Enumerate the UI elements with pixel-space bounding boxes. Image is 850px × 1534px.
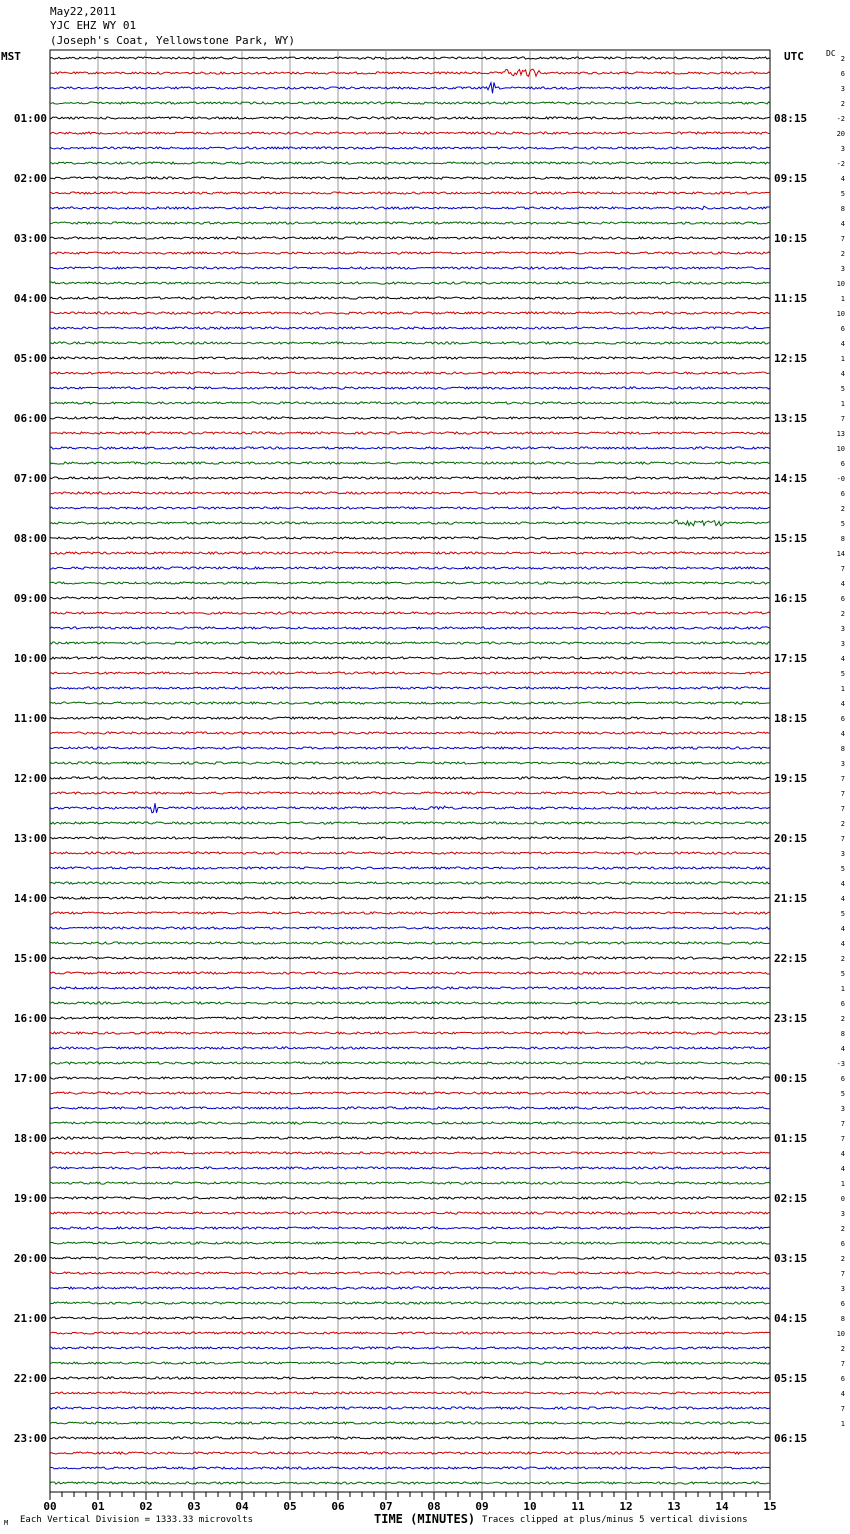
seismic-trace [50, 927, 770, 929]
seismic-trace [50, 687, 770, 689]
x-tick-label: 09 [475, 1500, 489, 1513]
seismic-trace [50, 957, 770, 959]
right-hour-label: 14:15 [774, 472, 808, 485]
seismic-trace [50, 1227, 770, 1229]
dc-offset-label: 7 [840, 1120, 845, 1128]
x-tick-label: 07 [379, 1500, 393, 1513]
right-timezone-label: UTC [784, 50, 804, 63]
x-tick-label: 01 [91, 1500, 105, 1513]
seismic-trace [50, 147, 770, 149]
seismic-trace [50, 1332, 770, 1334]
dc-offset-label: -0 [836, 475, 845, 483]
dc-offset-label: 6 [840, 595, 845, 603]
dc-offset-label: 1 [840, 355, 845, 363]
seismic-trace [50, 552, 770, 554]
seismic-trace [50, 912, 770, 914]
seismic-trace [50, 117, 770, 119]
right-hour-label: 19:15 [774, 772, 808, 785]
dc-offset-label: 7 [840, 805, 845, 813]
seismic-trace [50, 852, 770, 854]
seismic-trace [50, 597, 770, 599]
dc-offset-label: 6 [840, 490, 845, 498]
seismic-trace [50, 803, 770, 813]
x-tick-label: 08 [427, 1500, 441, 1513]
seismic-trace [50, 657, 770, 659]
right-hour-label: 00:15 [774, 1072, 808, 1085]
seismic-trace [50, 282, 770, 284]
dc-offset-label: 2 [840, 505, 845, 513]
dc-offset-label: 6 [840, 715, 845, 723]
seismic-trace [50, 897, 770, 899]
dc-offset-label: 1 [840, 400, 845, 408]
dc-offset-label: 7 [840, 1360, 845, 1368]
dc-offset-label: 2 [840, 250, 845, 258]
dc-offset-label: 3 [840, 850, 845, 858]
dc-offset-label: 4 [840, 880, 845, 888]
seismic-trace [50, 1317, 770, 1319]
left-hour-label: 22:00 [13, 1372, 47, 1385]
left-hour-label: 17:00 [13, 1072, 47, 1085]
dc-offset-label: 8 [840, 1030, 845, 1038]
station-code: YJC EHZ WY 01 [50, 19, 137, 32]
right-hour-label: 08:15 [774, 112, 808, 125]
seismic-trace [50, 1092, 770, 1094]
seismic-trace [50, 1197, 770, 1199]
seismic-trace [50, 342, 770, 344]
seismic-trace [50, 942, 770, 944]
dc-offset-label: 7 [840, 565, 845, 573]
seismic-trace [50, 520, 770, 525]
seismic-trace [50, 206, 770, 209]
left-hour-label: 20:00 [13, 1252, 47, 1265]
left-hour-label: 18:00 [13, 1132, 47, 1145]
right-hour-label: 18:15 [774, 712, 808, 725]
right-hour-label: 05:15 [774, 1372, 808, 1385]
dc-offset-label: 7 [840, 835, 845, 843]
seismic-trace [50, 627, 770, 629]
dc-offset-label: 4 [840, 700, 845, 708]
dc-offset-label: 5 [840, 190, 845, 198]
dc-offset-label: 6 [840, 1240, 845, 1248]
dc-offset-label: 3 [840, 1285, 845, 1293]
seismic-trace [50, 1392, 770, 1394]
left-hour-label: 19:00 [13, 1192, 47, 1205]
dc-offset-label: 3 [840, 265, 845, 273]
seismic-trace [50, 177, 770, 179]
right-hour-label: 03:15 [774, 1252, 808, 1265]
seismic-trace [50, 297, 770, 299]
dc-offset-label: 5 [840, 520, 845, 528]
seismic-trace [50, 102, 770, 104]
seismic-trace [50, 192, 770, 194]
seismic-trace [50, 252, 770, 254]
seismic-trace [50, 972, 770, 974]
dc-offset-label: 6 [840, 1375, 845, 1383]
dc-offset-label: 4 [840, 580, 845, 588]
dc-offset-label: 5 [840, 670, 845, 678]
seismic-trace [50, 642, 770, 644]
dc-offset-label: 3 [840, 625, 845, 633]
dc-offset-label: 6 [840, 460, 845, 468]
dc-offset-label: 10 [836, 310, 845, 318]
seismic-trace [50, 82, 770, 93]
seismic-trace [50, 462, 770, 464]
dc-offset-label: 5 [840, 865, 845, 873]
right-hour-label: 10:15 [774, 232, 808, 245]
seismic-trace [50, 1122, 770, 1124]
seismic-trace [50, 312, 770, 314]
seismic-trace [50, 1347, 770, 1349]
dc-offset-label: 4 [840, 1390, 845, 1398]
seismic-trace [50, 1002, 770, 1004]
dc-offset-label: 4 [840, 895, 845, 903]
x-tick-label: 15 [763, 1500, 777, 1513]
seismic-trace [50, 1452, 770, 1454]
x-tick-label: 00 [43, 1500, 57, 1513]
right-hour-label: 20:15 [774, 832, 808, 845]
scale-note: Each Vertical Division = 1333.33 microvolts [20, 1515, 253, 1525]
x-tick-label: 05 [283, 1500, 297, 1513]
x-tick-label: 10 [523, 1500, 537, 1513]
station-location: (Joseph's Coat, Yellowstone Park, WY) [50, 34, 296, 47]
dc-offset-label: -3 [836, 1060, 845, 1068]
seismic-trace [50, 1242, 770, 1244]
seismic-trace [50, 372, 770, 374]
left-hour-label: 09:00 [13, 592, 47, 605]
seismic-trace [50, 867, 770, 869]
right-hour-label: 11:15 [774, 292, 808, 305]
right-hour-label: 09:15 [774, 172, 808, 185]
seismic-trace [50, 132, 770, 134]
left-hour-label: 07:00 [13, 472, 47, 485]
right-hour-label: 22:15 [774, 952, 808, 965]
dc-offset-label: 6 [840, 1300, 845, 1308]
seismic-trace [50, 69, 770, 76]
seismic-trace [50, 717, 770, 719]
seismic-trace [50, 1077, 770, 1079]
seismic-trace [50, 1017, 770, 1019]
dc-offset-label: 4 [840, 940, 845, 948]
left-hour-label: 13:00 [13, 832, 47, 845]
dc-offset-label: 2 [840, 1015, 845, 1023]
seismic-trace [50, 357, 770, 359]
dc-offset-label: 4 [840, 1165, 845, 1173]
dc-offset-label: 1 [840, 1180, 845, 1188]
seismic-trace [50, 447, 770, 449]
x-tick-label: 12 [619, 1500, 633, 1513]
left-hour-label: 10:00 [13, 652, 47, 665]
left-hour-label: 14:00 [13, 892, 47, 905]
right-hour-label: 15:15 [774, 532, 808, 545]
seismic-trace [50, 1257, 770, 1259]
seismic-trace [50, 582, 770, 584]
right-hour-label: 23:15 [774, 1012, 808, 1025]
seismic-trace [50, 1212, 770, 1214]
seismic-trace [50, 1272, 770, 1274]
right-hour-label: 13:15 [774, 412, 808, 425]
plot-date: May22,2011 [50, 5, 117, 18]
dc-offset-label: 4 [840, 340, 845, 348]
seismic-trace [50, 417, 770, 419]
dc-offset-label: 8 [840, 205, 845, 213]
left-hour-label: 08:00 [13, 532, 47, 545]
dc-offset-label: 6 [840, 325, 845, 333]
dc-offset-label: 3 [840, 760, 845, 768]
dc-offset-label: 4 [840, 655, 845, 663]
seismic-trace [50, 492, 770, 494]
seismic-trace [50, 222, 770, 224]
dc-offset-label: 7 [840, 235, 845, 243]
seismic-trace [50, 1422, 770, 1424]
dc-offset-label: 20 [836, 130, 845, 138]
seismic-trace [50, 1182, 770, 1184]
seismic-trace [50, 762, 770, 764]
dc-offset-label: 14 [836, 550, 845, 558]
x-tick-label: 02 [139, 1500, 153, 1513]
dc-offset-label: 7 [840, 415, 845, 423]
dc-offset-label: 2 [840, 1345, 845, 1353]
x-axis-label: TIME (MINUTES) [374, 1512, 476, 1526]
dc-offset-label: 8 [840, 1315, 845, 1323]
seismic-trace [50, 567, 770, 569]
dc-offset-label: 6 [840, 1075, 845, 1083]
dc-offset-label: 7 [840, 1405, 845, 1413]
seismic-trace [50, 432, 770, 434]
seismic-trace [50, 477, 770, 479]
left-hour-label: 04:00 [13, 292, 47, 305]
left-hour-label: 06:00 [13, 412, 47, 425]
clip-note: Traces clipped at plus/minus 5 vertical divisions [482, 1515, 748, 1525]
seismic-trace [50, 237, 770, 239]
dc-offset-label: 1 [840, 1420, 845, 1428]
left-hour-label: 03:00 [13, 232, 47, 245]
seismic-trace [50, 1362, 770, 1364]
plot-frame [50, 50, 770, 1492]
seismic-trace [50, 822, 770, 824]
dc-offset-label: 4 [840, 175, 845, 183]
dc-offset-label: 10 [836, 280, 845, 288]
dc-offset-label: 5 [840, 385, 845, 393]
dc-offset-label: 3 [840, 145, 845, 153]
dc-offset-label: 6 [840, 70, 845, 78]
dc-offset-label: 10 [836, 1330, 845, 1338]
seismic-trace [50, 1302, 770, 1304]
seismic-trace [50, 612, 770, 614]
dc-offset-label: 3 [840, 640, 845, 648]
dc-offset-label: 4 [840, 220, 845, 228]
left-hour-label: 01:00 [13, 112, 47, 125]
dc-offset-label: 10 [836, 445, 845, 453]
left-hour-label: 11:00 [13, 712, 47, 725]
dc-offset-label: 1 [840, 685, 845, 693]
seismic-trace [50, 1377, 770, 1379]
dc-offset-label: 3 [840, 1105, 845, 1113]
dc-offset-label: 1 [840, 295, 845, 303]
seismic-trace [50, 1152, 770, 1154]
x-tick-label: 11 [571, 1500, 585, 1513]
left-hour-label: 12:00 [13, 772, 47, 785]
right-hour-label: 02:15 [774, 1192, 808, 1205]
dc-offset-label: 2 [840, 955, 845, 963]
right-hour-label: 21:15 [774, 892, 808, 905]
seismic-trace [50, 1407, 770, 1409]
dc-offset-label: 4 [840, 730, 845, 738]
seismic-trace [50, 537, 770, 539]
dc-offset-label: 3 [840, 1210, 845, 1218]
right-hour-label: 16:15 [774, 592, 808, 605]
right-hour-label: 04:15 [774, 1312, 808, 1325]
seismic-trace [50, 1062, 770, 1064]
seismic-trace [50, 1032, 770, 1034]
seismic-trace [50, 1107, 770, 1109]
dc-offset-label: 4 [840, 370, 845, 378]
dc-offset-label: 0 [840, 1195, 845, 1203]
dc-offset-label: 6 [840, 1000, 845, 1008]
right-hour-label: 12:15 [774, 352, 808, 365]
left-hour-label: 21:00 [13, 1312, 47, 1325]
seismic-trace [50, 57, 770, 59]
seismic-trace [50, 387, 770, 389]
seismic-trace [50, 1047, 770, 1049]
dc-offset-label: 7 [840, 775, 845, 783]
right-hour-label: 01:15 [774, 1132, 808, 1145]
dc-offset-label: 8 [840, 535, 845, 543]
corner-mark: M [4, 1519, 9, 1527]
seismic-trace [50, 792, 770, 794]
seismic-trace [50, 1167, 770, 1169]
dc-offset-label: 1 [840, 985, 845, 993]
seismic-trace [50, 672, 770, 674]
x-tick-label: 04 [235, 1500, 249, 1513]
seismic-trace [50, 327, 770, 329]
left-hour-label: 23:00 [13, 1432, 47, 1445]
x-tick-label: 13 [667, 1500, 681, 1513]
left-hour-label: 16:00 [13, 1012, 47, 1025]
seismic-trace [50, 1467, 770, 1469]
x-tick-label: 14 [715, 1500, 729, 1513]
dc-offset-label: 2 [840, 100, 845, 108]
dc-offset-label: 4 [840, 925, 845, 933]
seismic-trace [50, 1437, 770, 1439]
dc-offset-label: 7 [840, 790, 845, 798]
left-hour-label: 15:00 [13, 952, 47, 965]
dc-offset-label: -2 [836, 115, 845, 123]
seismic-trace [50, 747, 770, 749]
seismic-trace [50, 507, 770, 509]
dc-offset-label: 2 [840, 1225, 845, 1233]
seismic-trace [50, 162, 770, 164]
seismic-trace [50, 1137, 770, 1139]
dc-offset-label: 4 [840, 1150, 845, 1158]
left-timezone-label: MST [1, 50, 21, 63]
left-hour-label: 02:00 [13, 172, 47, 185]
dc-offset-label: 13 [836, 430, 845, 438]
seismic-trace [50, 987, 770, 989]
dc-offset-label: -2 [836, 160, 845, 168]
seismic-trace [50, 702, 770, 704]
right-hour-label: 06:15 [774, 1432, 808, 1445]
dc-offset-label: 8 [840, 745, 845, 753]
dc-offset-label: 5 [840, 970, 845, 978]
right-hour-label: 17:15 [774, 652, 808, 665]
dc-offset-label: 7 [840, 1135, 845, 1143]
dc-offset-label: 2 [840, 610, 845, 618]
dc-header: DC [826, 49, 836, 58]
seismic-trace [50, 1287, 770, 1289]
dc-offset-label: 5 [840, 910, 845, 918]
seismic-trace [50, 402, 770, 404]
dc-offset-label: 4 [840, 1045, 845, 1053]
seismic-trace [50, 1482, 770, 1484]
dc-offset-label: 2 [840, 55, 845, 63]
dc-offset-label: 2 [840, 820, 845, 828]
seismic-trace [50, 777, 770, 779]
seismic-trace [50, 267, 770, 269]
x-tick-label: 06 [331, 1500, 345, 1513]
left-hour-label: 05:00 [13, 352, 47, 365]
seismic-trace [50, 882, 770, 884]
dc-offset-label: 2 [840, 1255, 845, 1263]
x-tick-label: 03 [187, 1500, 201, 1513]
dc-offset-label: 7 [840, 1270, 845, 1278]
seismic-trace [50, 732, 770, 734]
seismic-trace [50, 837, 770, 839]
dc-offset-label: 5 [840, 1090, 845, 1098]
dc-offset-label: 3 [840, 85, 845, 93]
